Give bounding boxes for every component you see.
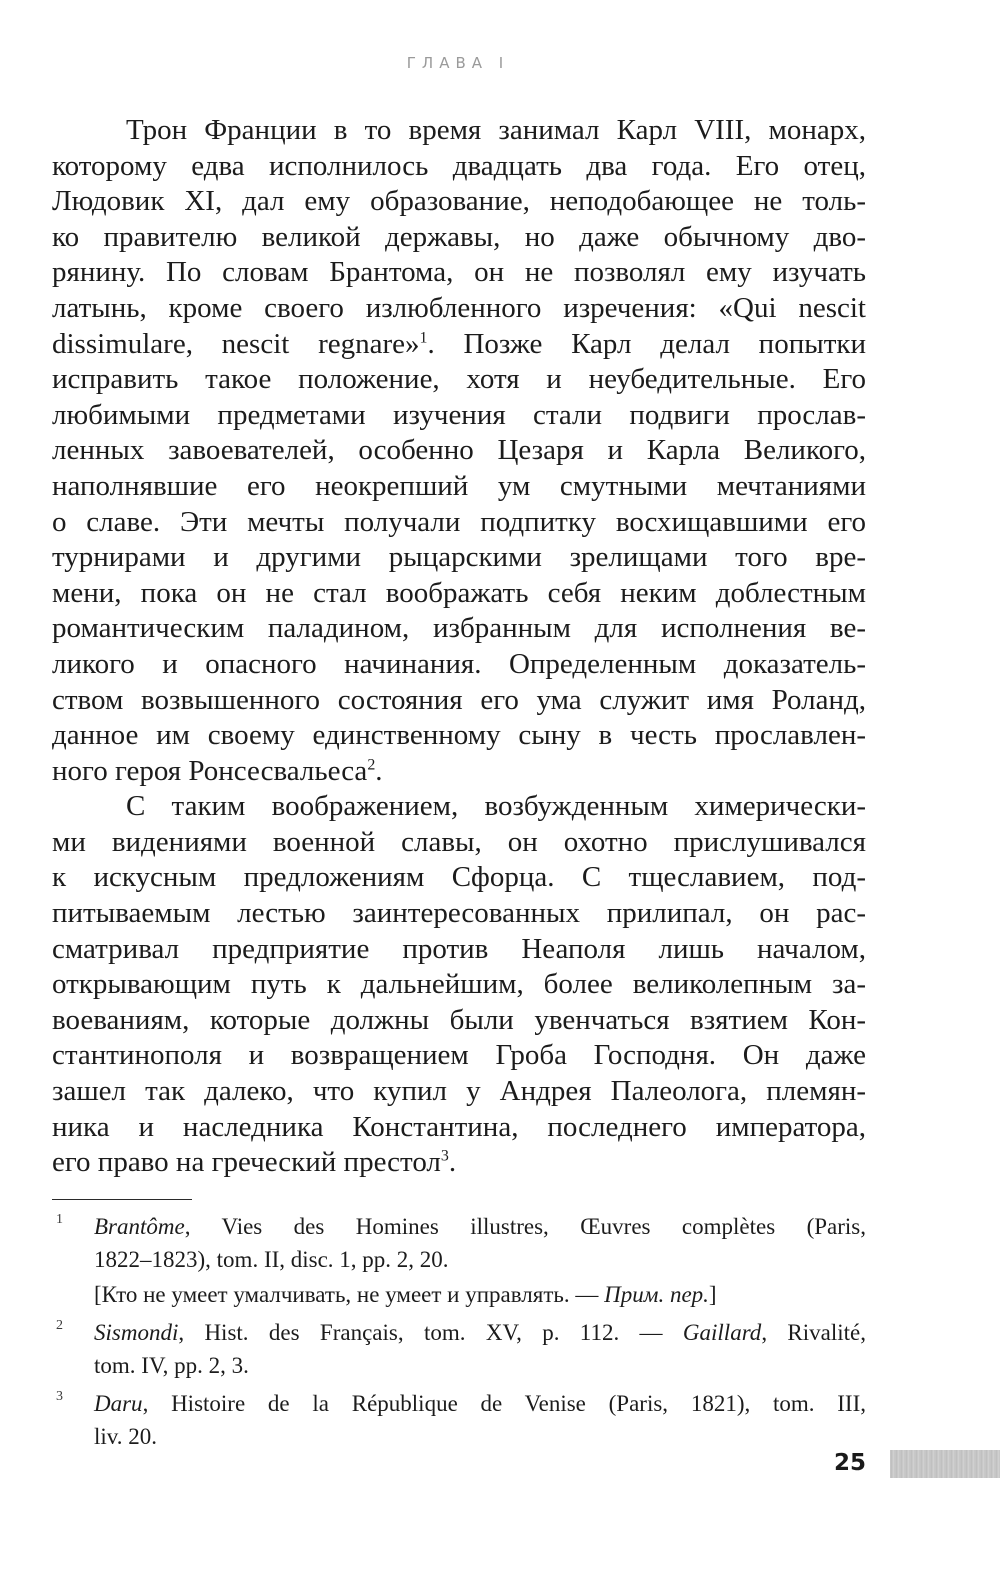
text-line: ликого и опасного начинания. Определенным доказатель- <box>52 647 866 680</box>
footnote-ref[interactable]: 3 <box>440 1147 449 1165</box>
text-line: мени, пока он не стал воображать себя неким доблестным <box>52 576 866 609</box>
text-fragment: ] <box>708 1282 717 1307</box>
text-line: данное им своему единственному сыну в честь прославлен- <box>52 719 866 752</box>
footnote-number: 2 <box>56 1318 63 1333</box>
text-fragment: . <box>375 754 383 787</box>
text-line: Трон Франции в то время занимал Карл VIII, монарх, <box>126 114 866 146</box>
footnote <box>52 1210 866 1311</box>
text-line: сматривал предприятие против Неаполя лишь началом, <box>52 932 866 965</box>
text-line: зашел так далеко, что купил у Андрея Палеолога, племян- <box>52 1075 866 1108</box>
footnote-number: 1 <box>56 1212 63 1227</box>
text-fragment: ного героя Ронсесвальеса <box>52 754 368 787</box>
footnote-line <box>94 1387 866 1420</box>
text-fragment: , Hist. des Français, tom. XV, p. 112. — <box>178 1320 683 1345</box>
text-fragment: , Rivalité, <box>761 1320 866 1345</box>
footnote-line: tom. IV, pp. 2, 3. <box>94 1353 249 1378</box>
text-line: которому едва исполнилось двадцать два года. Его отец, <box>52 149 866 182</box>
footnote-author: Daru <box>94 1391 143 1416</box>
text-fragment: [Кто не умеет умалчивать, не умеет и управлять. — <box>94 1282 605 1307</box>
text-line: открывающим путь к дальнейшим, более великолепным за- <box>52 968 866 1001</box>
text-fragment: , Histoire de la République de Venise (Paris, 1821), tom. III, <box>142 1391 866 1416</box>
text-fragment: , Vies des Homines illustres, Œuvres complètes (Paris, <box>184 1214 866 1239</box>
text-line: к искусным предложениям Сфорца. С тщеславием, под- <box>52 861 866 894</box>
translator-note: Прим. пер. <box>604 1282 709 1307</box>
text-fragment: его право на греческий престол <box>52 1146 441 1179</box>
footnote-translation <box>94 1278 866 1311</box>
running-head: ГЛАВА I <box>406 54 510 72</box>
footnote-author: Sismondi <box>94 1320 179 1345</box>
footnote-line <box>94 1316 866 1349</box>
footnote-line <box>94 1210 866 1243</box>
text-line <box>52 1145 866 1181</box>
text-line: ми видениями военной славы, он охотно прислушивался <box>52 825 866 858</box>
footnote-ref[interactable]: 2 <box>367 756 376 774</box>
text-line: ко правителю великой державы, но даже обычному дво- <box>52 220 866 253</box>
footnote-ref[interactable]: 1 <box>419 328 428 346</box>
text-line: рянину. По словам Брантома, он не позволял ему изучать <box>52 256 866 289</box>
text-fragment: . <box>448 1146 457 1179</box>
text-line: ника и наследника Константина, последнего императора, <box>52 1110 866 1143</box>
footnote <box>52 1316 866 1382</box>
footnote-number: 3 <box>56 1389 63 1404</box>
footnote-line: liv. 20. <box>94 1424 158 1449</box>
footnote-author: Brantôme <box>94 1214 185 1239</box>
text-fragment: . Позже Карл делал попытки <box>427 327 866 360</box>
text-line: турнирами и другими рыцарскими зрелищами того вре- <box>52 541 866 574</box>
text-line: стантинополя и возвращением Гроба Господня. Он даже <box>52 1039 866 1072</box>
footnote-line: 1822–1823), tom. II, disc. 1, pp. 2, 20. <box>94 1247 449 1272</box>
text-fragment: dissimulare, nescit regnare» <box>52 327 420 360</box>
footnote-separator <box>52 1199 192 1200</box>
footnotes <box>52 1210 866 1458</box>
text-line <box>52 327 866 363</box>
text-line: о славе. Эти мечты получали подпитку восхищавшими его <box>52 505 866 538</box>
footnote <box>52 1387 866 1453</box>
text-line: С таким воображением, возбужденным химерически- <box>126 790 866 823</box>
text-line: любимыми предметами изучения стали подвиги прослав- <box>52 398 866 431</box>
body-text <box>52 113 866 1181</box>
text-line: исправить такое положение, хотя и неубедительные. Его <box>52 363 866 396</box>
text-line <box>52 754 866 790</box>
page-number: 25 <box>833 1450 866 1476</box>
text-line: ленных завоевателей, особенно Цезаря и Карла Великого, <box>52 434 866 467</box>
text-line: романтическим паладином, избранным для исполнения ве- <box>52 612 866 645</box>
page-edge-marker <box>890 1450 1000 1478</box>
text-line: Людовик XI, дал ему образование, неподобающее не толь- <box>52 185 866 218</box>
text-line: латынь, кроме своего излюбленного изречения: «Qui nescit <box>52 291 866 324</box>
text-line: ством возвышенного состояния его ума служит имя Роланд, <box>52 683 866 716</box>
text-line: наполнявшие его неокрепший ум смутными мечтаниями <box>52 469 866 502</box>
footnote-author: Gaillard <box>682 1320 762 1345</box>
text-line: питываемым лестью заинтересованных прилипал, он рас- <box>52 897 866 930</box>
text-line: воеваниям, которые должны были увенчаться взятием Кон- <box>52 1003 866 1036</box>
